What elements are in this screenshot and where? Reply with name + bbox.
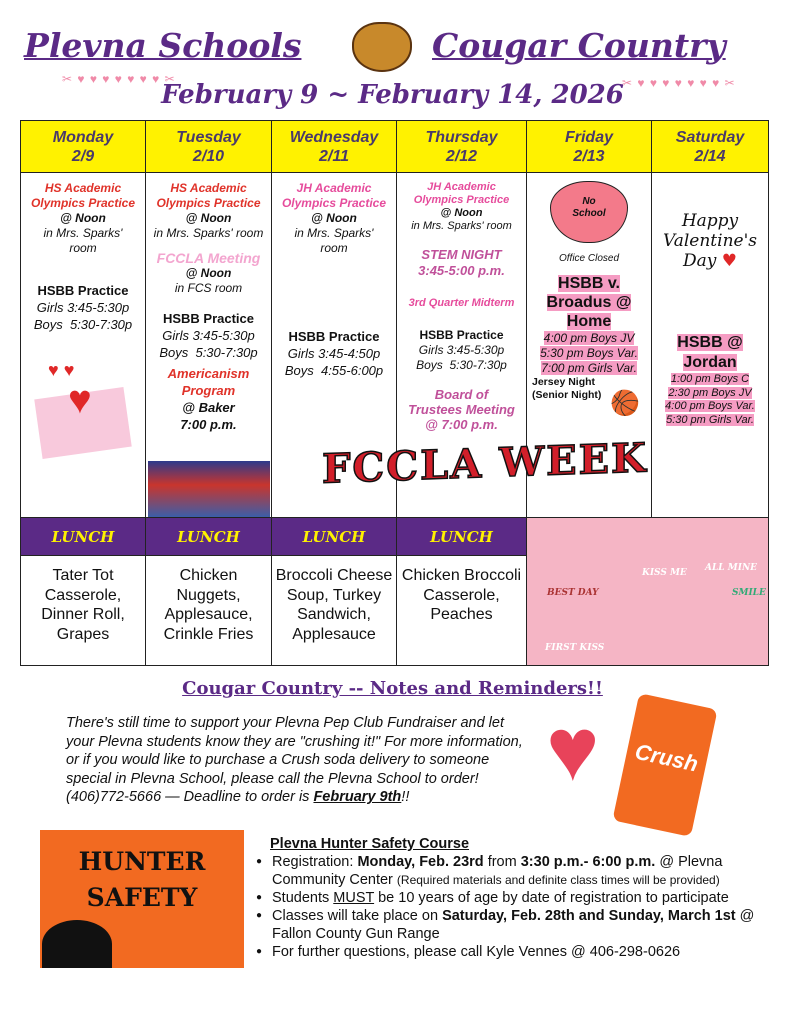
happy-valentines-day-text: Happy Valentine's Day ♥ — [663, 211, 757, 271]
heart-banner-icon: ✂ ♥ ♥ ♥ ♥ ♥ ♥ ♥ ✂ — [622, 76, 736, 90]
love-letter-icon: ♥ ♥ ♥ — [38, 373, 128, 453]
day-cell-thursday: JH Academic Olympics Practice @ Noon in Mrs. Sparks' room STEM NIGHT 3:45-5:00 p.m. 3rd Quarter Midterm HSBB Practice Girls 3:45-5:30p Boys 5:30-7:30p Board of Trustees Meeting @ 7:00 p.m. — [397, 173, 527, 518]
crush-soda-can: Crush — [612, 693, 717, 837]
students-flag-image — [148, 437, 270, 517]
hunter-silhouette-icon — [42, 920, 112, 968]
day-cell-monday: HS Academic Olympics Practice @ Noon in Mrs. Sparks' room HSBB Practice Girls 3:45-5:30p Boys 5:30-7:30p ♥ ♥ ♥ — [21, 173, 146, 518]
day-header-wednesday: Wednesday 2/11 — [272, 121, 397, 173]
list-item: ● Students MUST be 10 years of age by date of registration to participate — [256, 889, 766, 907]
lunch-menu-monday: Tater Tot Casserole, Dinner Roll, Grapes — [21, 556, 146, 666]
day-header-monday: Monday 2/9 — [21, 121, 146, 173]
title-plevna-schools: Plevna Schools — [24, 26, 302, 65]
day-cell-tuesday: HS Academic Olympics Practice @ Noon in Mrs. Sparks' room FCCLA Meeting @ Noon in FCS room HSBB Practice Girls 3:45-5:30p Boys 5:30-7:30p Americanism Program @ Baker 7:00 p.m. — [146, 173, 272, 518]
lunch-header: LUNCH — [21, 518, 146, 556]
lunch-header: LUNCH — [397, 518, 527, 556]
day-cell-friday: No School Office Closed HSBB v. Broadus @ Home 4:00 pm Boys JV 5:30 pm Boys Var. 7:00 pm Girls Var. Jersey Night (Senior Night) 🏀 — [527, 173, 652, 518]
hunter-safety-badge: HUNTER SAFETY — [40, 830, 244, 968]
notes-paragraph: There's still time to support your Plevna Pep Club Fundraiser and let your Plevna students know they are "crushing it!" For more information, or if you would like to purchase a Crush soda delivery to someone special in Plevna School, please call the Plevna School to order! (406)772-5666 — Deadline to order is February 9th!! — [66, 715, 523, 805]
fccla-week-graphic: FCCLA WEEK — [322, 434, 648, 493]
day-cell-saturday: Happy Valentine's Day ♥ HSBB @ Jordan 1:00 pm Boys C 2:30 pm Boys JV 4:00 pm Boys Var. 5:30 pm Girls Var. — [652, 173, 769, 518]
cougar-logo-icon — [352, 22, 412, 72]
day-header-saturday: Saturday 2/14 — [652, 121, 769, 173]
hunter-safety-title: Plevna Hunter Safety Course — [270, 836, 470, 852]
candy-hearts-image: BEST DAY KISS ME SMILE FIRST KISS ALL MINE — [527, 518, 769, 666]
heart-banner-icon: ✂ ♥ ♥ ♥ ♥ ♥ ♥ ♥ ✂ — [62, 72, 176, 86]
lunch-menu-thursday: Chicken Broccoli Casserole, Peaches — [397, 556, 527, 666]
weekly-calendar — [20, 120, 769, 666]
list-item: ● Classes will take place on Saturday, Feb. 28th and Sunday, March 1st @ Fallon County Gun Range — [256, 907, 766, 943]
basketball-grad-cap-icon: 🏀 — [610, 390, 640, 417]
day-cell-wednesday: JH Academic Olympics Practice @ Noon in Mrs. Sparks' room HSBB Practice Girls 3:45-4:50p Boys 4:55-6:00p — [272, 173, 397, 518]
date-range: February 9 ~ February 14, 2026 — [161, 80, 624, 110]
lunch-header: LUNCH — [272, 518, 397, 556]
hunter-safety-info — [256, 835, 766, 961]
no-school-heart-icon: No School — [550, 181, 628, 243]
checkered-heart-icon: ♥ — [546, 700, 600, 800]
lunch-menu-tuesday: Chicken Nuggets, Applesauce, Crinkle Fries — [146, 556, 272, 666]
day-header-friday: Friday 2/13 — [527, 121, 652, 173]
list-item: ● Registration: Monday, Feb. 23rd from 3:30 p.m.- 6:00 p.m. @ Plevna Community Center (Required materials and definite class times will be provided) — [256, 853, 766, 889]
notes-title: Cougar Country -- Notes and Reminders!! — [182, 678, 603, 699]
list-item: ● For further questions, please call Kyle Vennes @ 406-298-0626 — [256, 943, 766, 961]
title-cougar-country: Cougar Country — [432, 26, 726, 65]
day-header-tuesday: Tuesday 2/10 — [146, 121, 272, 173]
lunch-menu-wednesday: Broccoli Cheese Soup, Turkey Sandwich, Applesauce — [272, 556, 397, 666]
lunch-header: LUNCH — [146, 518, 272, 556]
day-header-thursday: Thursday 2/12 — [397, 121, 527, 173]
